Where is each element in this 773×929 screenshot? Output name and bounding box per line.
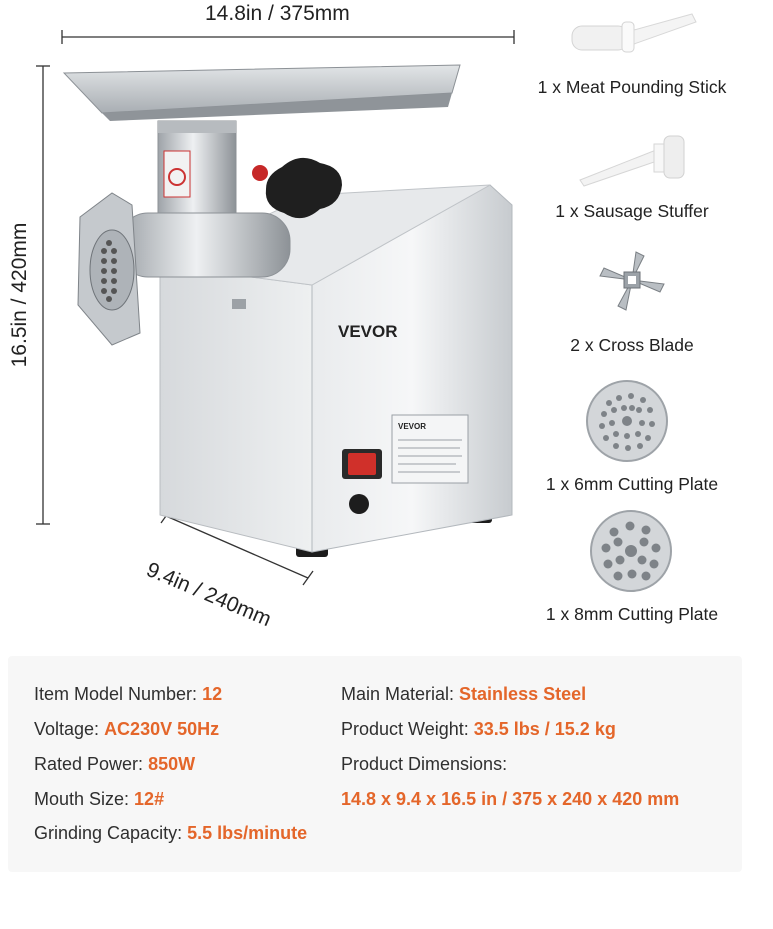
spec-label: Item Model Number: [34,684,203,704]
accessory-label-pounding-stick: 1 x Meat Pounding Stick [537,77,727,97]
spec-label: Grinding Capacity: [34,823,188,843]
height-dimension-line [30,62,54,528]
spec-value: AC230V 50Hz [104,719,220,739]
meat-grinder-image [60,55,520,575]
cross-blade-icon [596,250,668,312]
cutting-plate-6mm-icon [584,378,670,464]
spec-value: 850W [148,754,196,774]
accessory-label-cutting-plate-6mm: 1 x 6mm Cutting Plate [545,474,719,494]
spec-label: Mouth Size: [34,789,135,809]
sausage-stuffer-icon [574,122,694,192]
cutting-plate-8mm-icon [588,508,674,594]
spec-product-dimensions [341,754,507,775]
spec-grinding-capacity [34,823,307,844]
pounding-stick-icon [562,8,702,64]
spec-product-weight [341,719,616,740]
depth-dimension-label: 9.4in / 240mm [143,558,275,632]
accessory-label-sausage-stuffer: 1 x Sausage Stuffer [555,201,709,221]
spec-mouth-size [34,789,164,810]
spec-main-material [341,684,586,705]
vevor-logo: VEVOR [338,322,398,341]
spec-label: Voltage: [34,719,105,739]
spec-value: 5.5 lbs/minute [187,823,308,843]
spec-value: Stainless Steel [459,684,587,704]
spec-value: 33.5 lbs / 15.2 kg [473,719,616,739]
width-dimension-label: 14.8in / 375mm [205,2,350,25]
spec-value: 12# [134,789,165,809]
width-dimension-line [58,28,518,48]
spec-model-number [34,684,222,705]
spec-value: 12 [202,684,223,704]
accessory-label-cutting-plate-8mm: 1 x 8mm Cutting Plate [545,604,719,624]
spec-label: Rated Power: [34,754,149,774]
spec-label: Product Weight: [341,719,474,739]
label-plate-brand: VEVOR [398,422,427,431]
spec-label: Main Material: [341,684,460,704]
spec-voltage [34,719,219,740]
spec-label: Product Dimensions: [341,754,508,774]
spec-dimensions-value: 14.8 x 9.4 x 16.5 in / 375 x 240 x 420 mm [341,789,680,809]
accessory-label-cross-blade: 2 x Cross Blade [570,335,694,355]
spec-rated-power [34,754,195,775]
height-dimension-label: 16.5in / 420mm [8,222,31,368]
